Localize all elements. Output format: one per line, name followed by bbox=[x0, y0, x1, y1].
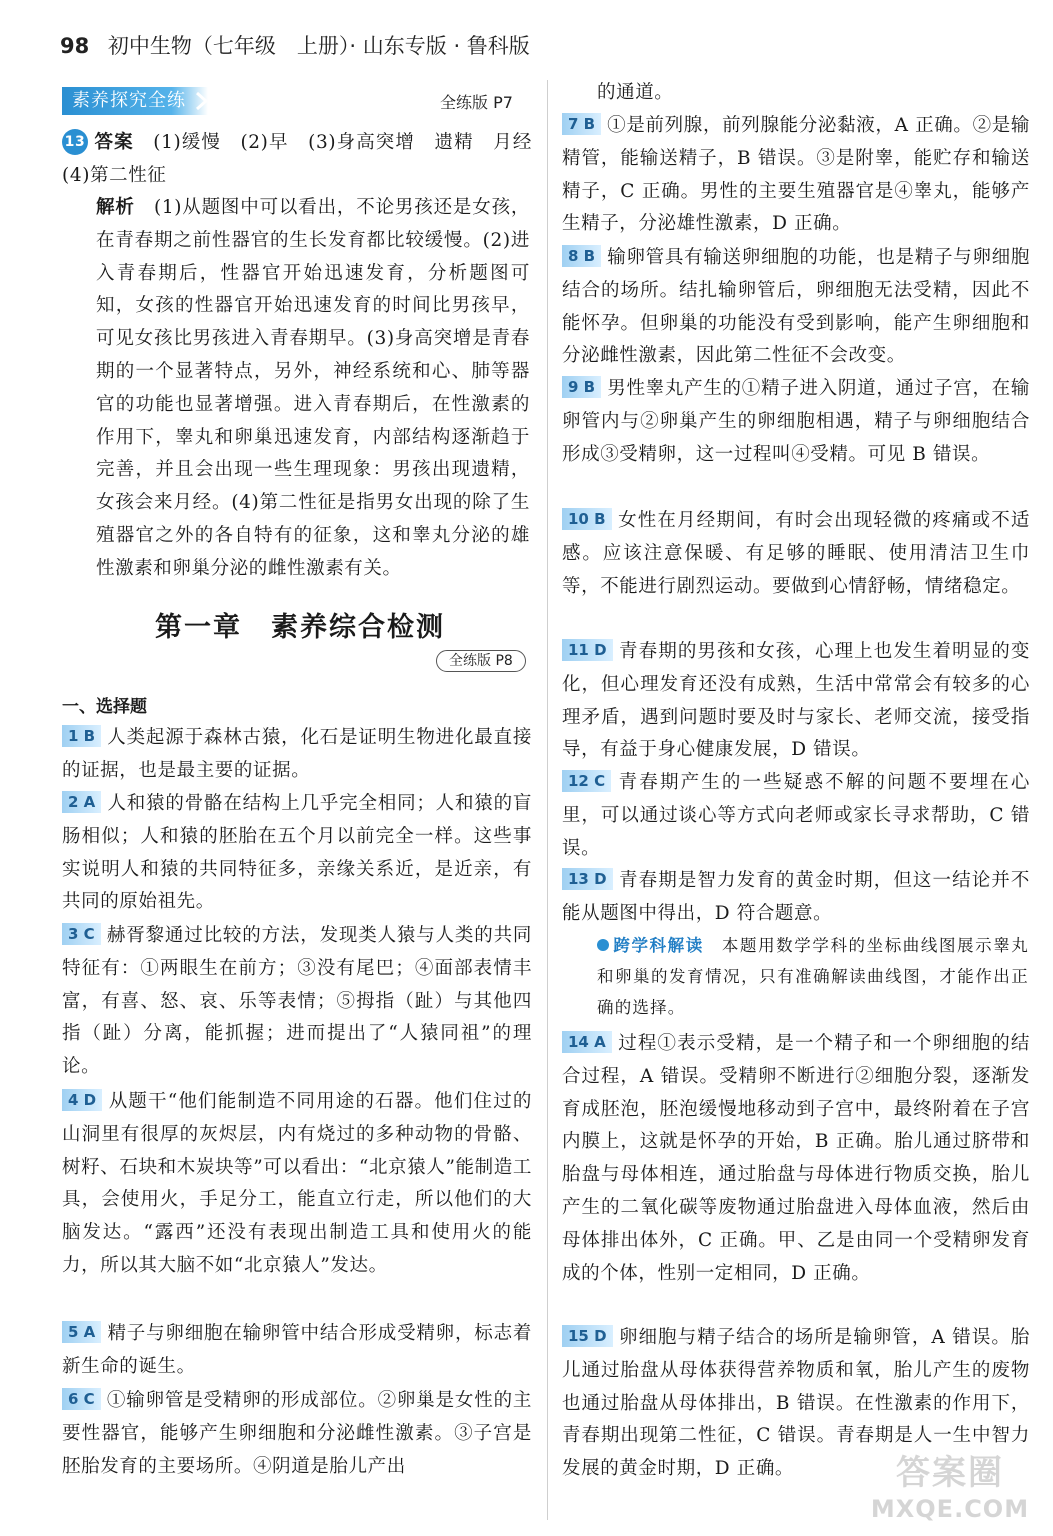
item-text: 青春期产生的一些疑惑不解的问题不要埋在心里，可以通过谈心等方式向老师或家长寻求帮助，C 错误。 bbox=[562, 772, 1030, 859]
answer-badge: 4 D bbox=[62, 1089, 102, 1111]
ref-p8: 全练版 P8 bbox=[436, 650, 526, 672]
list-item bbox=[62, 920, 532, 1084]
list-item bbox=[562, 505, 1030, 603]
answer-badge: 7 B bbox=[562, 113, 601, 135]
answer-text: (1)缓慢 (2)早 (3)身高突增 遗精 月经 (4)第二性征 bbox=[62, 132, 552, 186]
list-item bbox=[562, 1028, 1030, 1290]
item-text: 女性在月经期间，有时会出现轻微的疼痛或不适感。应该注意保暖、有足够的睡眠、使用清洁卫生巾等，不能进行剧烈运动。要做到心情舒畅，情绪稳定。 bbox=[562, 510, 1030, 597]
item-text: 从题干“他们能制造不同用途的石器。他们住过的山洞里有很厚的灰烬层，内有烧过的多种动物的骨骼、树籽、石块和木炭块等”可以看出：“北京猿人”能制造工具，会使用火，手足分工，能直立行走，所以他们的大脑发达。“露西”还没有表现出制造工具和使用火的能力，所以其大脑不如“北京猿人”发达。 bbox=[62, 1091, 532, 1276]
item-text: 青春期是智力发育的黄金时期，但这一结论并不能从题图中得出，D 符合题意。 bbox=[562, 870, 1030, 924]
watermark-logo bbox=[865, 1452, 1035, 1530]
answer-label: 答案 bbox=[94, 132, 134, 153]
ref-p7: 全练版 P7 bbox=[440, 93, 513, 112]
item-text: 卵细胞与精子结合的场所是输卵管，A 错误。胎儿通过胎盘从母体获得营养物质和氧，胎儿产生的废物也通过胎盘从母体排出，B 错误。在性激素的作用下，青春期出现第二性征，C 错误。青春期是人一生中智力发展的黄金时期，D 正确。 bbox=[562, 1327, 1030, 1480]
answer-badge: 3 C bbox=[62, 923, 101, 945]
book-title: 初中生物（七年级 上册）· 山东专版 · 鲁科版 bbox=[107, 34, 530, 58]
answer-badge: 1 B bbox=[62, 725, 101, 747]
q13-analysis bbox=[96, 192, 530, 586]
answer-badge: 13 D bbox=[562, 868, 613, 890]
item-text: 赫胥黎通过比较的方法，发现类人猿与人类的共同特征有：①两眼生在前方；③没有尾巴；④面部表情丰富，有喜、怒、哀、乐等表情；⑤拇指（趾）与其他四指（趾）分离，能抓握；进而提出了“人猿同祖”的理论。 bbox=[62, 925, 532, 1078]
analysis-label: 解析 bbox=[96, 197, 135, 218]
list-item bbox=[62, 1086, 532, 1283]
section-tag bbox=[62, 87, 208, 115]
continued-text: 的通道。 bbox=[597, 82, 674, 103]
chevron-right-icon bbox=[194, 91, 212, 111]
watermark-top: 答案圈 bbox=[896, 1453, 1004, 1493]
q13-answer bbox=[62, 127, 552, 193]
question-number: 13 bbox=[62, 129, 88, 155]
item-text: 输卵管具有输送卵细胞的功能，也是精子与卵细胞结合的场所。结扎输卵管后，卵细胞无法受精，因此不能怀孕。但卵巢的功能没有受到影响，能产生卵细胞和分泌雌性激素，因此第二性征不会改变。 bbox=[562, 247, 1030, 367]
item-text: ①是前列腺，前列腺能分泌黏液，A 正确。②是输精管，能输送精子，B 错误。③是附睾，能贮存和输送精子，C 正确。男性的主要生殖器官是④睾丸，能够产生精子，分泌雄性激素，D 正确。 bbox=[562, 115, 1030, 235]
item-text: 精子与卵细胞在输卵管中结合形成受精卵，标志着新生命的诞生。 bbox=[62, 1323, 532, 1377]
list-item bbox=[562, 636, 1030, 767]
column-divider bbox=[547, 80, 548, 1520]
item-text: 男性睾丸产生的①精子进入阴道，通过子宫，在输卵管内与②卵巢产生的卵细胞相遇，精子与卵细胞结合形成③受精卵，这一过程叫④受精。可见 B 错误。 bbox=[562, 378, 1030, 465]
answer-badge: 10 B bbox=[562, 508, 612, 530]
list-item bbox=[562, 767, 1030, 865]
answer-badge: 5 A bbox=[62, 1321, 101, 1343]
watermark-bottom: MXQE.COM bbox=[870, 1495, 1030, 1523]
subsection-title: 一、选择题 bbox=[62, 697, 147, 717]
item-text: ①输卵管是受精卵的形成部位。②卵巢是女性的主要性器官，能够产生卵细胞和分泌雌性激素。③子宫是胚胎发育的主要场所。④阴道是胎儿产出 bbox=[62, 1390, 532, 1477]
cross-label: 跨学科解读 bbox=[613, 936, 704, 955]
answer-badge: 8 B bbox=[562, 245, 601, 267]
item-text: 过程①表示受精，是一个精子和一个卵细胞的结合过程，A 错误。受精卵不断进行②细胞分裂，逐渐发育成胚泡，胚泡缓慢地移动到子宫中，最终附着在子宫内膜上，这就是怀孕的开始，B 正确。胎儿通过脐带和胎盘与母体相连，通过胎盘与母体进行物质交换，胎儿产生的二氧化碳等废物通过胎盘进入母体血液，然后由母体排出体外，C 正确。甲、乙是由同一个受精卵发育成的个体，性别一定相同，D 正确。 bbox=[562, 1033, 1030, 1284]
answer-badge: 2 A bbox=[62, 791, 101, 813]
section-tag-label: 素养探究全练 bbox=[72, 90, 186, 111]
item-text: 人类起源于森林古猿，化石是证明生物进化最直接的证据，也是最主要的证据。 bbox=[62, 727, 532, 781]
analysis-text: (1)从题图中可以看出，不论男孩还是女孩，在青春期之前性器官的生长发育都比较缓慢。(2)进入青春期后，性器官开始迅速发育，分析题图可知，女孩的性器官开始迅速发育的时间比男孩早，可见女孩比男孩进入青春期早。(3)身高突增是青春期的一个显著特点，另外，神经系统和心、肺等器官的功能也显著增强。进入青春期后，在性激素的作用下，睾丸和卵巢迅速发育，内部结构逐渐趋于完善，并且会出现一些生理现象：男孩出现遗精，女孩会来月经。(4)第二性征是指男女出现的除了生殖器官之外的各自特有的征象，这和睾丸分泌的雄性激素和卵巢分泌的雌性激素有关。 bbox=[96, 197, 531, 579]
list-item bbox=[562, 865, 1030, 931]
item-text: 人和猿的骨骼在结构上几乎完全相同；人和猿的盲肠相似；人和猿的胚胎在五个月以前完全一样。这些事实说明人和猿的共同特征多，亲缘关系近，是近亲，有共同的原始祖先。 bbox=[62, 793, 532, 913]
cross-discipline-note bbox=[597, 930, 1029, 1023]
answer-badge: 11 D bbox=[562, 639, 613, 661]
cross-text: 本题用数学学科的坐标曲线图展示睾丸和卵巢的发育情况，只有准确解读曲线图，才能作出正确的选择。 bbox=[597, 936, 1030, 1017]
page-header bbox=[60, 30, 530, 60]
chapter-title: 第一章 素养综合检测 bbox=[155, 612, 445, 643]
answer-badge: 15 D bbox=[562, 1325, 613, 1347]
answer-badge: 6 C bbox=[62, 1388, 101, 1410]
answer-badge: 12 C bbox=[562, 770, 611, 792]
list-item bbox=[62, 1385, 532, 1483]
answer-badge: 9 B bbox=[562, 376, 601, 398]
answer-badge: 14 A bbox=[562, 1031, 612, 1053]
list-item bbox=[562, 242, 1030, 373]
list-item bbox=[62, 788, 532, 919]
list-item bbox=[562, 373, 1030, 471]
page-number: 98 bbox=[60, 34, 90, 58]
list-item bbox=[62, 722, 532, 788]
list-item bbox=[562, 110, 1030, 241]
bullet-icon bbox=[597, 939, 609, 951]
item-text: 青春期的男孩和女孩，心理上也发生着明显的变化，但心理发育还没有成熟，生活中常常会有较多的心理矛盾，遇到问题时要及时与家长、老师交流，接受指导，有益于身心健康发展，D 错误。 bbox=[562, 641, 1030, 761]
list-item bbox=[62, 1318, 532, 1384]
